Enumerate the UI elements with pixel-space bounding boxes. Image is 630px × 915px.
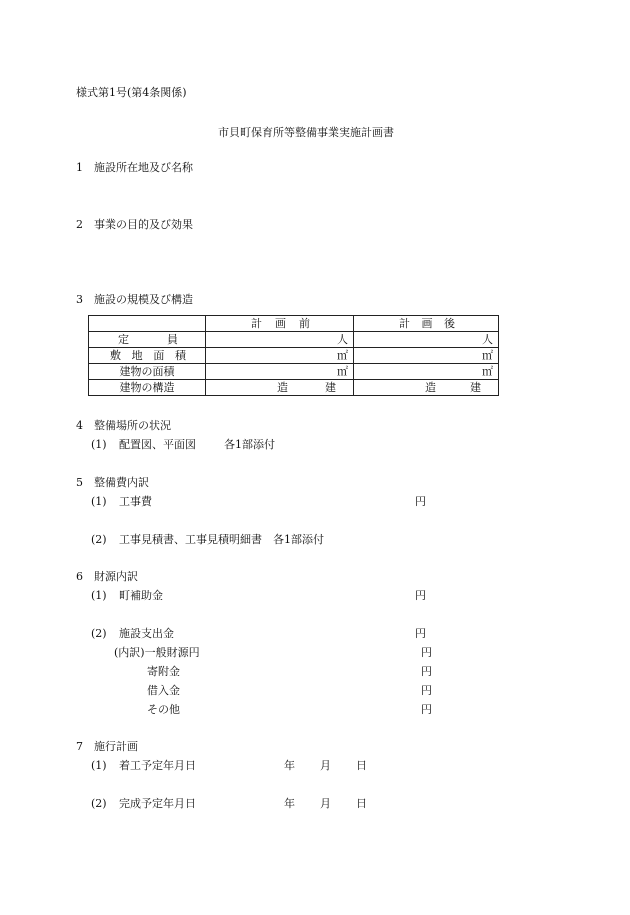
structure-before xyxy=(206,380,354,396)
year-unit: 年 xyxy=(284,759,295,772)
item-number: (1) xyxy=(91,438,107,451)
row-label-building-area: 建物の面積 xyxy=(89,364,206,380)
month-unit: 月 xyxy=(320,797,331,810)
row-label-building-structure: 建物の構造 xyxy=(89,380,206,396)
estimate-attachment-text: 工事見積書、工事見積明細書 各1部添付 xyxy=(119,533,324,546)
item-text: 配置図、平面図 xyxy=(119,438,196,451)
structure-suffix: 造 xyxy=(277,381,288,394)
section-4-heading: 4 整備場所の状況 xyxy=(76,419,171,432)
structure-after xyxy=(354,380,499,396)
building-area-before: ㎡ xyxy=(206,364,354,380)
item-note: 各1部添付 xyxy=(224,438,275,451)
section-5-heading: 5 整備費内訳 xyxy=(76,476,149,489)
header-before xyxy=(206,316,354,332)
header-after-char: 画 xyxy=(421,317,433,330)
facility-expenditure-label: 施設支出金 xyxy=(119,627,174,640)
header-after xyxy=(354,316,499,332)
document-title: 市貝町保育所等整備事業実施計画書 xyxy=(218,126,394,139)
table-row xyxy=(89,380,499,396)
construction-cost-label: 工事費 xyxy=(119,495,152,508)
breakdown-donation-label: 寄附金 xyxy=(147,665,180,678)
site-area-after: ㎡ xyxy=(354,348,499,364)
breakdown-general-label: (内訳)一般財源円 xyxy=(114,646,200,659)
table-row xyxy=(89,332,499,348)
table-row xyxy=(89,364,499,380)
yen-unit: 円 xyxy=(421,646,432,659)
day-unit: 日 xyxy=(356,797,367,810)
section-7-heading: 7 施行計画 xyxy=(76,740,138,753)
capacity-after: 人 xyxy=(354,332,499,348)
item-number: (1) xyxy=(91,589,107,602)
day-unit: 日 xyxy=(356,759,367,772)
structure-suffix: 建 xyxy=(470,381,481,394)
facility-scale-table xyxy=(88,315,499,396)
label-char: 敷 xyxy=(110,349,121,362)
yen-unit: 円 xyxy=(421,684,432,697)
item-number: (2) xyxy=(91,533,107,546)
section-3-heading: 3 施設の規模及び構造 xyxy=(76,293,193,306)
item-number: (1) xyxy=(91,759,107,772)
yen-unit: 円 xyxy=(421,665,432,678)
breakdown-loan-label: 借入金 xyxy=(147,684,180,697)
header-before-char: 前 xyxy=(299,317,310,330)
start-date-label: 着工予定年月日 xyxy=(119,759,196,772)
section-1-heading: 1 施設所在地及び名称 xyxy=(76,161,193,174)
header-empty-cell xyxy=(89,316,206,332)
building-area-after: ㎡ xyxy=(354,364,499,380)
section-2-heading: 2 事業の目的及び効果 xyxy=(76,218,193,231)
yen-unit: 円 xyxy=(415,589,426,602)
form-label: 様式第1号(第4条関係) xyxy=(76,86,187,99)
structure-suffix: 造 xyxy=(425,381,436,394)
structure-suffix: 建 xyxy=(325,381,336,394)
item-number: (2) xyxy=(91,627,107,640)
header-before-char: 計 xyxy=(251,317,262,330)
row-label-capacity xyxy=(89,332,206,348)
yen-unit: 円 xyxy=(421,703,432,716)
section-6-heading: 6 財源内訳 xyxy=(76,570,138,583)
header-after-char: 後 xyxy=(444,317,455,330)
row-label-site-area xyxy=(89,348,206,364)
month-unit: 月 xyxy=(320,759,331,772)
site-area-before: ㎡ xyxy=(206,348,354,364)
label-char: 積 xyxy=(174,349,186,362)
item-number: (1) xyxy=(91,495,107,508)
label-char: 面 xyxy=(153,349,165,362)
table-header-row xyxy=(89,316,499,332)
header-before-char: 画 xyxy=(275,317,286,330)
header-after-char: 計 xyxy=(399,317,410,330)
label-char: 定 xyxy=(118,333,129,346)
breakdown-other-label: その他 xyxy=(147,703,180,716)
capacity-before: 人 xyxy=(206,332,354,348)
table-row xyxy=(89,348,499,364)
completion-date-label: 完成予定年月日 xyxy=(119,797,196,810)
town-subsidy-label: 町補助金 xyxy=(119,589,163,602)
label-char: 地 xyxy=(131,349,143,362)
yen-unit: 円 xyxy=(415,627,426,640)
label-char: 員 xyxy=(167,333,178,346)
yen-unit: 円 xyxy=(415,495,426,508)
item-number: (2) xyxy=(91,797,107,810)
year-unit: 年 xyxy=(284,797,295,810)
